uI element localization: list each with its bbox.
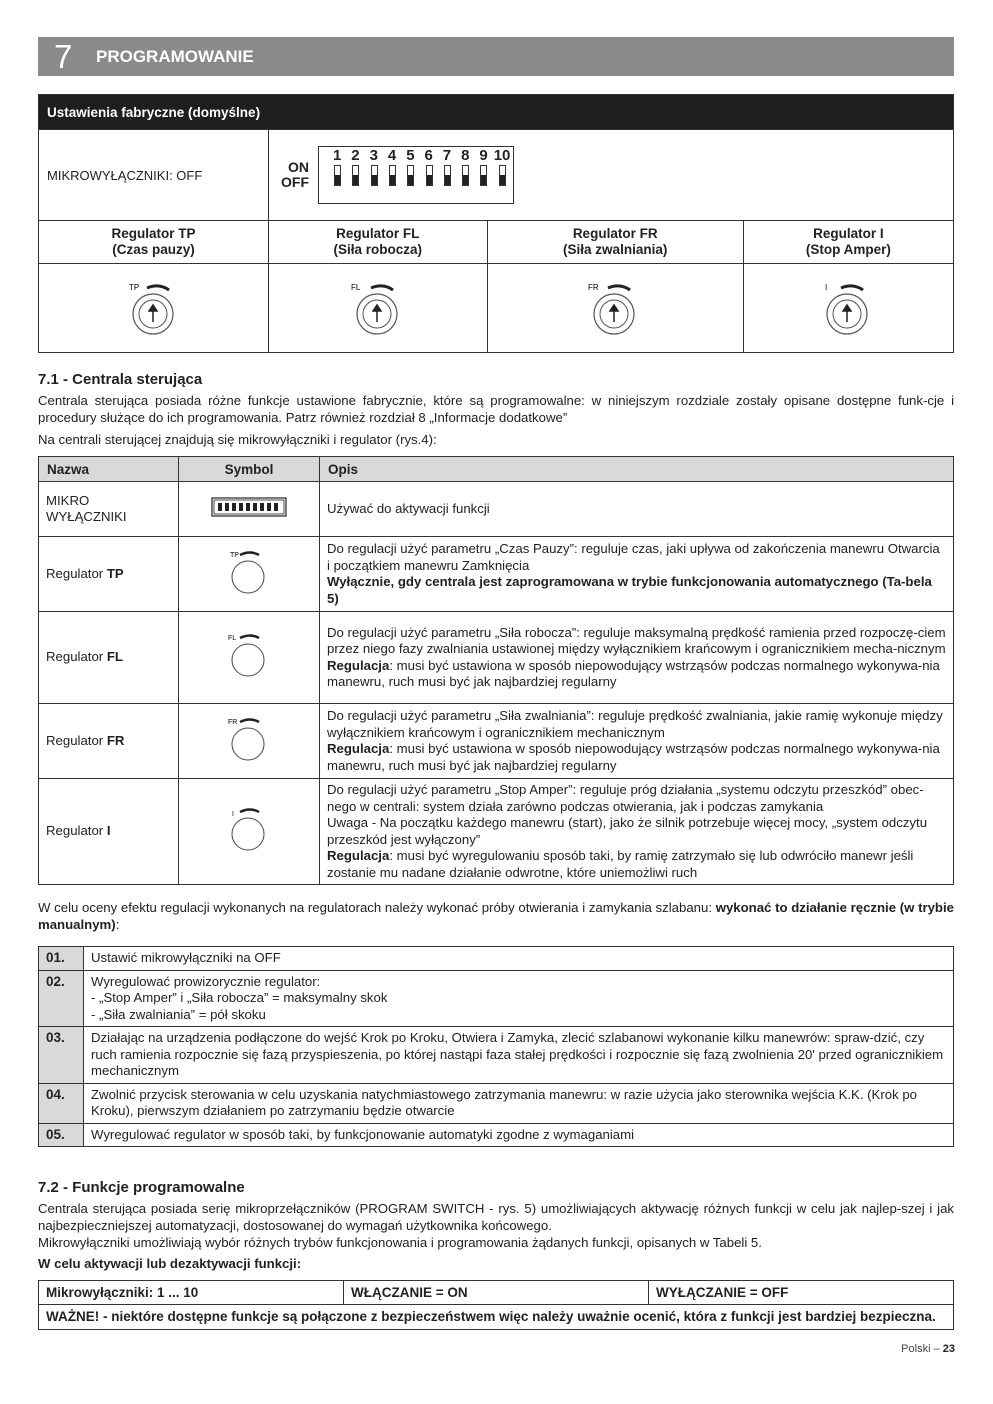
dip-number: 9 [479,147,488,164]
dip-switch-toggle [499,165,506,186]
step-number: 05. [39,1123,84,1147]
dip-number: 2 [351,147,360,164]
dip-switch-icon [179,482,320,537]
page-number: 23 [942,1343,955,1355]
step-text: Ustawić mikrowyłączniki na OFF [84,947,954,971]
regulator-i-knob [743,264,953,353]
row-tp-name: Regulator TP [39,537,179,612]
important-warning: WAŻNE! - niektóre dostępne funkcje są połączone z bezpieczeństwem więc należy uważnie ocenić, która z funkcji jest bardziej bezpieczna. [39,1305,954,1330]
dip-number: 3 [369,147,378,164]
svg-text:TP: TP [128,283,139,292]
row-i-desc: Do regulacji użyć parametru „Stop Amper”: reguluje próg działania „systemu odczytu przeszkód” obec-nego w centrali: system działa zarówno podczas otwierania, jak i podczas zamykania Uwaga - Na początku każdego manewru (start), jako że silnik potrzebuje więcej mocy, „system odczytu przeszkód jest wyłączony” Regulacja: musi być wyregulowaniu sposób taki, by ramię zatrzymało się lub odwróciło manewr jeśli zostanie mu nadane działanie odwrotne, które uniemożliwi ruch [320,779,954,885]
row-i-name: Regulator I [39,779,179,885]
switch-on: WŁĄCZANIE = ON [344,1281,649,1305]
chapter-title: PROGRAMOWANIE [96,47,254,66]
col-name-header: Nazwa [39,457,179,482]
row-fr-name: Regulator FR [39,704,179,779]
dip-number: 1 [333,147,342,164]
row-fl-name: Regulator FL [39,612,179,704]
dip-switch-toggle [371,165,378,186]
microswitch-label: MIKROWYŁĄCZNIKI: OFF [39,130,269,221]
dip-switch-toggle [352,165,359,186]
row-fr-desc: Do regulacji użyć parametru „Siła zwalniania”: reguluje prędkość zwalniania, jakie ramię wykonuje między wyłącznikiem krańcowym i ogranicznikiem mechanicznym Regulacja: musi być ustawiona w sposób niepowodujący wstrząsów podczas normalnego wykonywa-nia manewru, ruch musi być jak najbardziej regularny [320,704,954,779]
switch-table [38,1280,954,1330]
knob-icon [119,278,189,338]
step-text: Wyregulować regulator w sposób taki, by funkcjonowanie automatyki zgodne z wymaganiami [84,1123,954,1147]
dip-on-off-label: ON OFF [281,159,309,190]
row-mikro-desc: Używać do aktywacji funkcji [320,482,954,537]
regulator-fr-icon [179,704,320,779]
step-number: 03. [39,1027,84,1084]
dip-switch-toggle [389,165,396,186]
col-symbol-header: Symbol [179,457,320,482]
factory-settings-table [38,94,954,353]
svg-text:I: I [232,811,234,819]
dip-switch-toggle [444,165,451,186]
step-row [39,947,954,971]
section-7-2-p3: W celu aktywacji lub dezaktywacji funkcji: [38,1256,302,1271]
col-desc-header: Opis [320,457,954,482]
section-7-2-p2: Mikrowyłączniki umożliwiają wybór różnych trybów funkcjonowania i programowania żądanych funkcji, opisanych w Tabeli 5. [38,1235,762,1250]
dip-switch-toggle [334,165,341,186]
knob-icon [580,278,650,338]
step-number: 02. [39,970,84,1027]
regulator-i-header: Regulator I (Stop Amper) [743,221,953,264]
regulator-tp-icon [179,537,320,612]
regulator-i-icon [179,779,320,885]
svg-text:TP: TP [230,551,239,559]
knob-icon [343,278,413,338]
adjustment-note: W celu oceny efektu regulacji wykonanych na regulatorach należy wykonać próby otwierania i zamykania szlabanu: wykonać to działanie ręcznie (w trybie manualnym): [38,900,954,932]
regulator-fr-knob [487,264,743,353]
step-text: Działając na urządzenia podłączone do wejść Krok po Kroku, Otwiera i Zamyka, zlecić szlabanowi wykonanie kilku manewrów: spraw-dzić, czy ruch ramienia rozpocznie się fazą przyspieszenia, po której nastąpi faza stałej prędkości i rozpocznie się fazą zwolnienia 20' przed ogranicznikiem mechanicznym [84,1027,954,1084]
dip-number: 5 [406,147,415,164]
svg-text:FR: FR [588,283,599,292]
step-text: Zwolnić przycisk sterowania w celu uzyskania natychmiastowego zatrzymania manewru: w razie użycia jako sterownika wejścia K.K. (Krok po Kroku), pierwszym działaniem po zatrzymaniu będzie otwarcie [84,1083,954,1123]
step-number: 04. [39,1083,84,1123]
dip-switch-toggle [462,165,469,186]
dip-number: 6 [424,147,433,164]
controls-table [38,456,954,885]
dip-number: 10 [493,147,511,164]
step-text: Wyregulować prowizorycznie regulator: - „Stop Amper” i „Siła robocza” = maksymalny skok - „Siła zwalniania” = pół skoku [84,970,954,1027]
chapter-number: 7 [54,38,73,75]
page-footer: Polski – 23 [901,1343,955,1355]
section-7-1-title: 7.1 - Centrala sterująca [38,371,203,388]
dip-number: 7 [442,147,452,164]
step-row [39,970,954,1027]
dip-switch-toggle [480,165,487,186]
dip-switch-toggle [407,165,414,186]
regulator-tp-header: Regulator TP (Czas pauzy) [39,221,269,264]
dip-switch-toggle [426,165,433,186]
step-row [39,1083,954,1123]
svg-text:I: I [825,283,828,292]
section-7-2-intro: Centrala sterująca posiada serię mikroprzełączników (PROGRAM SWITCH - rys. 5) umożliwiających aktywację różnych funkcji w celu jak najlep-szej i jak najbezpieczniejszej automatyzacji, dostosowanej do wymagań użytkownika końcowego. [38,1201,954,1233]
row-tp-desc: Do regulacji użyć parametru „Czas Pauzy”: reguluje czas, jaki upływa od zakończenia manewru Otwarcia i początkiem manewru Zamknięcia Wyłącznie, gdy centrala jest zaprogramowana w trybie funkcjonowania automatycznego (Ta-bela 5) [320,537,954,612]
dip-number: 8 [461,147,470,164]
section-7-2-title: 7.2 - Funkcje programowalne [38,1179,245,1196]
step-number: 01. [39,947,84,971]
steps-table [38,946,954,1147]
regulator-fl-icon [179,612,320,704]
chapter-header [38,37,954,76]
svg-text:FL: FL [228,635,237,643]
svg-text:FL: FL [350,283,361,292]
svg-text:FR: FR [228,718,238,726]
step-row [39,1027,954,1084]
switch-off: WYŁĄCZANIE = OFF [649,1281,954,1305]
knob-icon [813,278,883,338]
step-row [39,1123,954,1147]
row-fl-desc: Do regulacji użyć parametru „Siła robocza”: reguluje maksymalną prędkość ramienia przed rozpoczę-ciem przez niego fazy zwalniania ustawionej między wyłącznikiem krańcowym i ogranicznikiem mecha-nicznym Regulacja: musi być ustawiona w sposób niepowodujący wstrząsów podczas normalnego wykonywa-nia manewru, ruch musi być jak najbardziej regularny [320,612,954,704]
row-mikro-name: MIKRO WYŁĄCZNIKI [39,482,179,537]
switch-range: Mikrowyłączniki: 1 ... 10 [39,1281,344,1305]
factory-settings-title: Ustawienia fabryczne (domyślne) [39,95,954,130]
regulator-fr-header: Regulator FR (Siła zwalniania) [487,221,743,264]
regulator-fl-knob [269,264,488,353]
section-7-1-p2: Na centrali sterującej znajdują się mikrowyłączniki i regulator (rys.4): [38,432,437,447]
regulator-tp-knob [39,264,269,353]
dip-number: 4 [387,147,397,164]
regulator-fl-header: Regulator FL (Siła robocza) [269,221,488,264]
section-7-1-intro: Centrala sterująca posiada różne funkcje ustawione fabrycznie, które są programowalne: w niniejszym rozdziale zostały opisane dostępne funk-cje i procedury służące do ich programowania. Patrz również rozdział 8 „Informacje dodatkowe” [38,393,954,425]
